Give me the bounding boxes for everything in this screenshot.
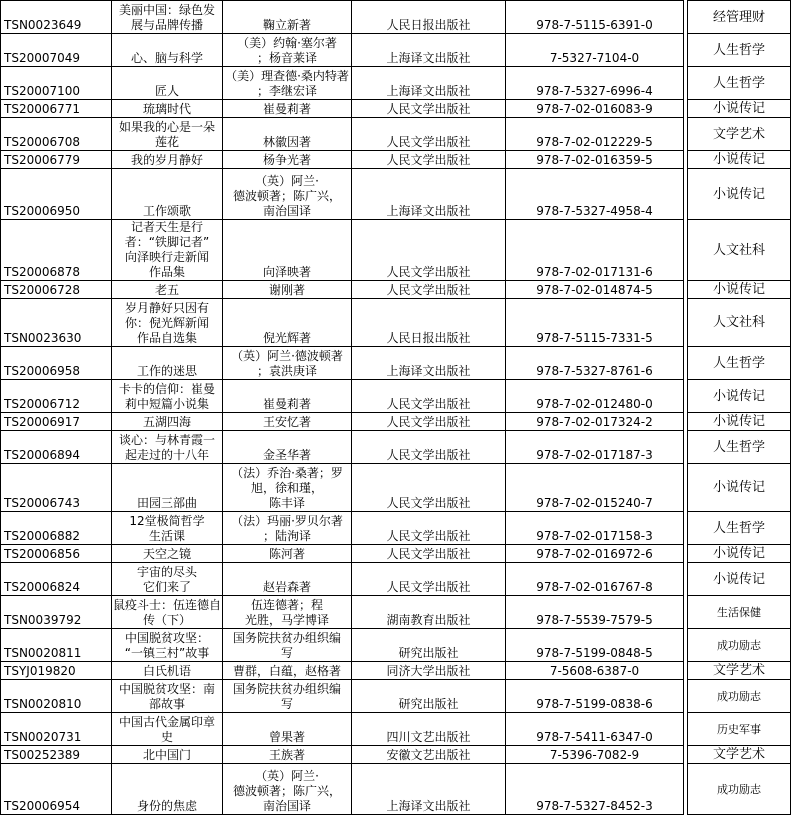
table-row — [1, 764, 791, 815]
cell-id[interactable]: TSN0039792 — [1, 596, 112, 629]
cell-title[interactable]: 如果我的心是一朵 莲花 — [112, 118, 223, 151]
cell-author[interactable]: （美）理查德·桑内特著 ；李继宏译 — [223, 67, 352, 100]
cell-id[interactable]: TS20007049 — [1, 34, 112, 67]
cell-author[interactable]: 金圣华著 — [223, 431, 352, 464]
table-row — [1, 746, 791, 764]
cell-category[interactable]: 文学艺术 — [688, 662, 791, 680]
cell-category[interactable]: 小说传记 — [688, 563, 791, 596]
cell-id[interactable]: TSN0020811 — [1, 629, 112, 662]
cell-author[interactable]: 国务院扶贫办组织编 写 — [223, 629, 352, 662]
cell-publisher[interactable]: 上海译文出版社 — [352, 347, 506, 380]
cell-title[interactable]: 白氏机语 — [112, 662, 223, 680]
cell-id[interactable]: TS20006950 — [1, 169, 112, 220]
cell-isbn[interactable]: 978-7-02-014874-5 — [506, 281, 684, 299]
cell-isbn[interactable]: 978-7-5115-6391-0 — [506, 1, 684, 34]
table-row — [1, 299, 791, 347]
table-row — [1, 431, 791, 464]
cell-title[interactable]: 匠人 — [112, 67, 223, 100]
cell-category[interactable]: 小说传记 — [688, 413, 791, 431]
cell-title[interactable]: 鼠疫斗士：伍连德自 传（下） — [112, 596, 223, 629]
cell-publisher[interactable]: 同济大学出版社 — [352, 662, 506, 680]
table-row — [1, 545, 791, 563]
cell-publisher[interactable]: 人民文学出版社 — [352, 431, 506, 464]
table-row — [1, 1, 791, 34]
cell-author[interactable]: 曾果著 — [223, 713, 352, 746]
cell-category[interactable]: 生活保健 — [688, 596, 791, 629]
cell-category[interactable]: 文学艺术 — [688, 746, 791, 764]
cell-category[interactable]: 小说传记 — [688, 100, 791, 118]
cell-author[interactable]: 倪光辉著 — [223, 299, 352, 347]
cell-publisher[interactable]: 安徽文艺出版社 — [352, 746, 506, 764]
cell-publisher[interactable]: 人民文学出版社 — [352, 380, 506, 413]
table-row — [1, 100, 791, 118]
cell-title[interactable]: 工作的迷思 — [112, 347, 223, 380]
cell-publisher[interactable]: 研究出版社 — [352, 680, 506, 713]
cell-title[interactable]: 工作颂歌 — [112, 169, 223, 220]
cell-isbn[interactable]: 978-7-02-016083-9 — [506, 100, 684, 118]
cell-title[interactable]: 五湖四海 — [112, 413, 223, 431]
cell-publisher[interactable]: 上海译文出版社 — [352, 169, 506, 220]
cell-isbn[interactable]: 978-7-02-015240-7 — [506, 464, 684, 512]
cell-id[interactable]: TSN0023649 — [1, 1, 112, 34]
cell-category[interactable]: 成功励志 — [688, 764, 791, 815]
table-row — [1, 413, 791, 431]
cell-author[interactable]: 国务院扶贫办组织编 写 — [223, 680, 352, 713]
table-row — [1, 512, 791, 545]
cell-author[interactable]: （英）阿兰·德波顿著 ；袁洪庚译 — [223, 347, 352, 380]
cell-title[interactable]: 卡卡的信仰：崔曼 莉中短篇小说集 — [112, 380, 223, 413]
cell-id[interactable]: TS20006779 — [1, 151, 112, 169]
cell-publisher[interactable]: 人民文学出版社 — [352, 100, 506, 118]
cell-publisher[interactable]: 人民日报出版社 — [352, 299, 506, 347]
cell-category[interactable]: 小说传记 — [688, 281, 791, 299]
cell-category[interactable]: 小说传记 — [688, 464, 791, 512]
table-row — [1, 118, 791, 151]
cell-isbn[interactable]: 978-7-02-012229-5 — [506, 118, 684, 151]
cell-isbn[interactable]: 978-7-02-016359-5 — [506, 151, 684, 169]
cell-author[interactable]: 王安忆著 — [223, 413, 352, 431]
cell-author[interactable]: 杨争光著 — [223, 151, 352, 169]
cell-id[interactable]: TS20006954 — [1, 764, 112, 815]
cell-publisher[interactable]: 人民文学出版社 — [352, 413, 506, 431]
cell-isbn[interactable]: 978-7-5327-4958-4 — [506, 169, 684, 220]
cell-id[interactable]: TSN0023630 — [1, 299, 112, 347]
cell-category[interactable]: 人文社科 — [688, 220, 791, 281]
cell-author[interactable]: 赵岩森著 — [223, 563, 352, 596]
cell-title[interactable]: 田园三部曲 — [112, 464, 223, 512]
cell-author[interactable]: （英）阿兰· 德波顿著；陈广兴， 南治国译 — [223, 764, 352, 815]
cell-id[interactable]: TSN0020810 — [1, 680, 112, 713]
cell-isbn[interactable]: 978-7-02-012480-0 — [506, 380, 684, 413]
cell-title[interactable]: 岁月静好只因有 你：倪光辉新闻 作品自选集 — [112, 299, 223, 347]
cell-publisher[interactable]: 人民文学出版社 — [352, 281, 506, 299]
table-row — [1, 220, 791, 281]
cell-author[interactable]: （法）玛丽·罗贝尔著 ；陆洵译 — [223, 512, 352, 545]
cell-title[interactable]: 美丽中国：绿色发 展与品牌传播 — [112, 1, 223, 34]
cell-category[interactable]: 成功励志 — [688, 680, 791, 713]
cell-category[interactable]: 人生哲学 — [688, 512, 791, 545]
cell-isbn[interactable]: 978-7-5199-0848-5 — [506, 629, 684, 662]
cell-author[interactable]: （英）阿兰· 德波顿著；陈广兴， 南治国译 — [223, 169, 352, 220]
cell-isbn[interactable]: 978-7-02-017158-3 — [506, 512, 684, 545]
cell-author[interactable]: 崔曼莉著 — [223, 100, 352, 118]
cell-isbn[interactable]: 7-5327-7104-0 — [506, 34, 684, 67]
table-row — [1, 563, 791, 596]
cell-id[interactable]: TS20006771 — [1, 100, 112, 118]
table-row — [1, 464, 791, 512]
cell-title[interactable]: 中国脱贫攻坚：南 部故事 — [112, 680, 223, 713]
table-row — [1, 281, 791, 299]
table-row — [1, 713, 791, 746]
cell-id[interactable]: TS20006856 — [1, 545, 112, 563]
cell-category[interactable]: 经管理财 — [688, 1, 791, 34]
table-row — [1, 662, 791, 680]
cell-author[interactable]: 林徽因著 — [223, 118, 352, 151]
cell-publisher[interactable]: 人民文学出版社 — [352, 563, 506, 596]
cell-isbn[interactable]: 978-7-5327-8761-6 — [506, 347, 684, 380]
cell-author[interactable]: 曹群，白蕴，赵格著 — [223, 662, 352, 680]
cell-title[interactable]: 谈心：与林青霞一 起走过的十八年 — [112, 431, 223, 464]
table-row — [1, 380, 791, 413]
table-row — [1, 596, 791, 629]
cell-publisher[interactable]: 人民文学出版社 — [352, 512, 506, 545]
cell-id[interactable]: TS20006878 — [1, 220, 112, 281]
cell-category[interactable]: 小说传记 — [688, 545, 791, 563]
cell-isbn[interactable]: 978-7-02-017187-3 — [506, 431, 684, 464]
cell-isbn[interactable]: 978-7-02-017324-2 — [506, 413, 684, 431]
table-row — [1, 34, 791, 67]
cell-category[interactable]: 小说传记 — [688, 380, 791, 413]
cell-isbn[interactable]: 978-7-5539-7579-5 — [506, 596, 684, 629]
cell-publisher[interactable]: 四川文艺出版社 — [352, 713, 506, 746]
cell-title[interactable]: 琉璃时代 — [112, 100, 223, 118]
cell-title[interactable]: 中国古代金属印章 史 — [112, 713, 223, 746]
cell-category[interactable]: 历史军事 — [688, 713, 791, 746]
cell-author[interactable]: 向泽映著 — [223, 220, 352, 281]
cell-title[interactable]: 心、脑与科学 — [112, 34, 223, 67]
cell-isbn[interactable]: 7-5396-7082-9 — [506, 746, 684, 764]
cell-id[interactable]: TS20006708 — [1, 118, 112, 151]
cell-isbn[interactable]: 978-7-5411-6347-0 — [506, 713, 684, 746]
cell-author[interactable]: 崔曼莉著 — [223, 380, 352, 413]
cell-isbn[interactable]: 978-7-5327-8452-3 — [506, 764, 684, 815]
cell-publisher[interactable]: 人民文学出版社 — [352, 118, 506, 151]
cell-category[interactable]: 文学艺术 — [688, 118, 791, 151]
cell-id[interactable]: TS20006917 — [1, 413, 112, 431]
cell-category[interactable]: 小说传记 — [688, 169, 791, 220]
cell-category[interactable]: 人生哲学 — [688, 34, 791, 67]
cell-publisher[interactable]: 人民文学出版社 — [352, 545, 506, 563]
cell-author[interactable]: 王族著 — [223, 746, 352, 764]
cell-title[interactable]: 12堂极简哲学 生活课 — [112, 512, 223, 545]
cell-publisher[interactable]: 人民文学出版社 — [352, 151, 506, 169]
book-list-body — [1, 1, 791, 815]
cell-category[interactable]: 小说传记 — [688, 151, 791, 169]
cell-isbn[interactable]: 7-5608-6387-0 — [506, 662, 684, 680]
table-row — [1, 169, 791, 220]
cell-id[interactable]: TS20006728 — [1, 281, 112, 299]
cell-title[interactable]: 北中国门 — [112, 746, 223, 764]
cell-title[interactable]: 记者天生是行 者：“铁脚记者” 向泽映行走新闻 作品集 — [112, 220, 223, 281]
cell-id[interactable]: TS20006882 — [1, 512, 112, 545]
cell-isbn[interactable]: 978-7-5199-0838-6 — [506, 680, 684, 713]
cell-isbn[interactable]: 978-7-02-016972-6 — [506, 545, 684, 563]
cell-publisher[interactable]: 人民日报出版社 — [352, 1, 506, 34]
cell-id[interactable]: TSYJ019820 — [1, 662, 112, 680]
cell-isbn[interactable]: 978-7-02-017131-6 — [506, 220, 684, 281]
table-row — [1, 680, 791, 713]
table-row — [1, 151, 791, 169]
cell-category[interactable]: 人文社科 — [688, 299, 791, 347]
cell-id[interactable]: TS20006958 — [1, 347, 112, 380]
cell-id[interactable]: TS20006712 — [1, 380, 112, 413]
cell-author[interactable]: 伍连德著；程 光胜，马学博译 — [223, 596, 352, 629]
cell-author[interactable]: （美）约翰·塞尔著 ；杨音莱译 — [223, 34, 352, 67]
cell-publisher[interactable]: 上海译文出版社 — [352, 34, 506, 67]
cell-category[interactable]: 人生哲学 — [688, 67, 791, 100]
cell-title[interactable]: 身份的焦虑 — [112, 764, 223, 815]
cell-id[interactable]: TS20006824 — [1, 563, 112, 596]
cell-title[interactable]: 中国脱贫攻坚： “一镇三村”故事 — [112, 629, 223, 662]
cell-title[interactable]: 老五 — [112, 281, 223, 299]
table-row — [1, 67, 791, 100]
cell-publisher[interactable]: 人民文学出版社 — [352, 220, 506, 281]
cell-title[interactable]: 宇宙的尽头 它们来了 — [112, 563, 223, 596]
cell-id[interactable]: TS20006894 — [1, 431, 112, 464]
cell-author[interactable]: 鞠立新著 — [223, 1, 352, 34]
cell-id[interactable]: TS00252389 — [1, 746, 112, 764]
cell-title[interactable]: 我的岁月静好 — [112, 151, 223, 169]
cell-isbn[interactable]: 978-7-5327-6996-4 — [506, 67, 684, 100]
cell-author[interactable]: 陈河著 — [223, 545, 352, 563]
cell-publisher[interactable]: 人民文学出版社 — [352, 464, 506, 512]
cell-id[interactable]: TSN0020731 — [1, 713, 112, 746]
cell-category[interactable]: 成功励志 — [688, 629, 791, 662]
cell-id[interactable]: TS20006743 — [1, 464, 112, 512]
cell-publisher[interactable]: 湖南教育出版社 — [352, 596, 506, 629]
cell-category[interactable]: 人生哲学 — [688, 347, 791, 380]
cell-publisher[interactable]: 上海译文出版社 — [352, 764, 506, 815]
cell-id[interactable]: TS20007100 — [1, 67, 112, 100]
cell-publisher[interactable]: 上海译文出版社 — [352, 67, 506, 100]
cell-publisher[interactable]: 研究出版社 — [352, 629, 506, 662]
cell-isbn[interactable]: 978-7-02-016767-8 — [506, 563, 684, 596]
cell-author[interactable]: （法）乔治·桑著；罗 旭，徐和瑾， 陈丰译 — [223, 464, 352, 512]
cell-category[interactable]: 人生哲学 — [688, 431, 791, 464]
cell-isbn[interactable]: 978-7-5115-7331-5 — [506, 299, 684, 347]
cell-title[interactable]: 天空之镜 — [112, 545, 223, 563]
table-row — [1, 347, 791, 380]
cell-author[interactable]: 谢刚著 — [223, 281, 352, 299]
table-row — [1, 629, 791, 662]
